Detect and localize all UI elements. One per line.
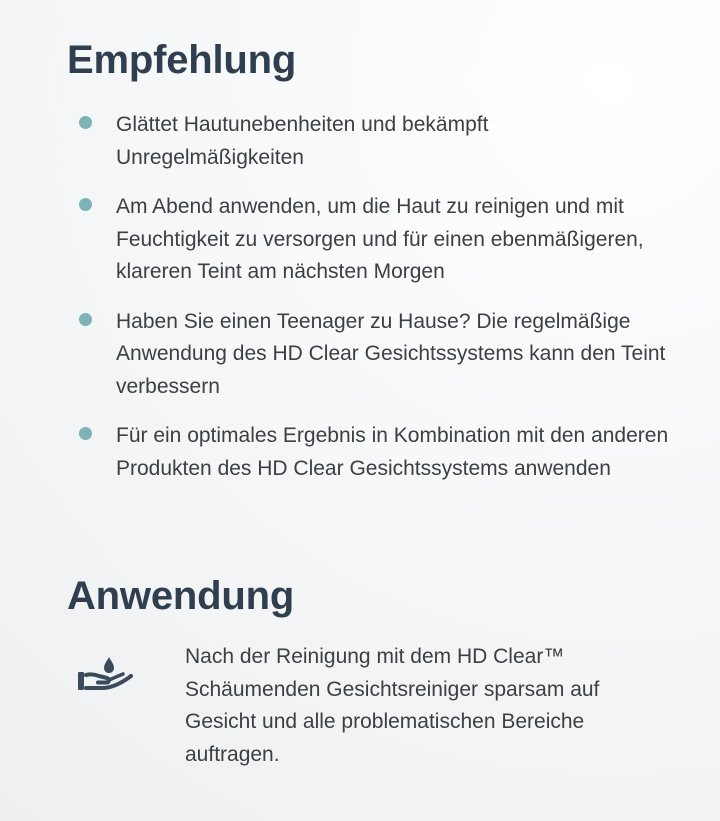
bullet-dot-icon bbox=[79, 198, 92, 211]
recommendation-item-text: Für ein optimales Ergebnis in Kombination mit den anderen Produkten des HD Clear Gesichtssystems anwenden bbox=[116, 424, 669, 480]
hand-drop-icon bbox=[76, 655, 134, 695]
recommendation-list bbox=[79, 109, 679, 485]
recommendation-item-text: Am Abend anwenden, um die Haut zu reinigen und mit Feuchtigkeit zu versorgen und für einen ebenmäßigeren, klareren Teint am nächsten Morgen bbox=[116, 195, 644, 283]
recommendation-item bbox=[79, 191, 679, 289]
recommendation-item bbox=[79, 420, 679, 485]
bullet-dot-icon bbox=[79, 116, 92, 129]
application-instructions: Nach der Reinigung mit dem HD Clear™ Schäumenden Gesichtsreiniger sparsam auf Gesicht und alle problematischen Bereiche auftragen. bbox=[185, 645, 600, 766]
recommendation-item-text: Glättet Hautunebenheiten und bekämpft Unregelmäßigkeiten bbox=[116, 113, 489, 169]
bullet-dot-icon bbox=[79, 427, 92, 440]
bullet-dot-icon bbox=[79, 313, 92, 326]
section-title-empfehlung: Empfehlung bbox=[67, 38, 297, 82]
recommendation-item bbox=[79, 306, 679, 404]
recommendation-item-text: Haben Sie einen Teenager zu Hause? Die regelmäßige Anwendung des HD Clear Gesichtssystems kann den Teint verbessern bbox=[116, 309, 666, 398]
section-title-anwendung: Anwendung bbox=[67, 574, 295, 618]
recommendation-item bbox=[79, 109, 679, 174]
